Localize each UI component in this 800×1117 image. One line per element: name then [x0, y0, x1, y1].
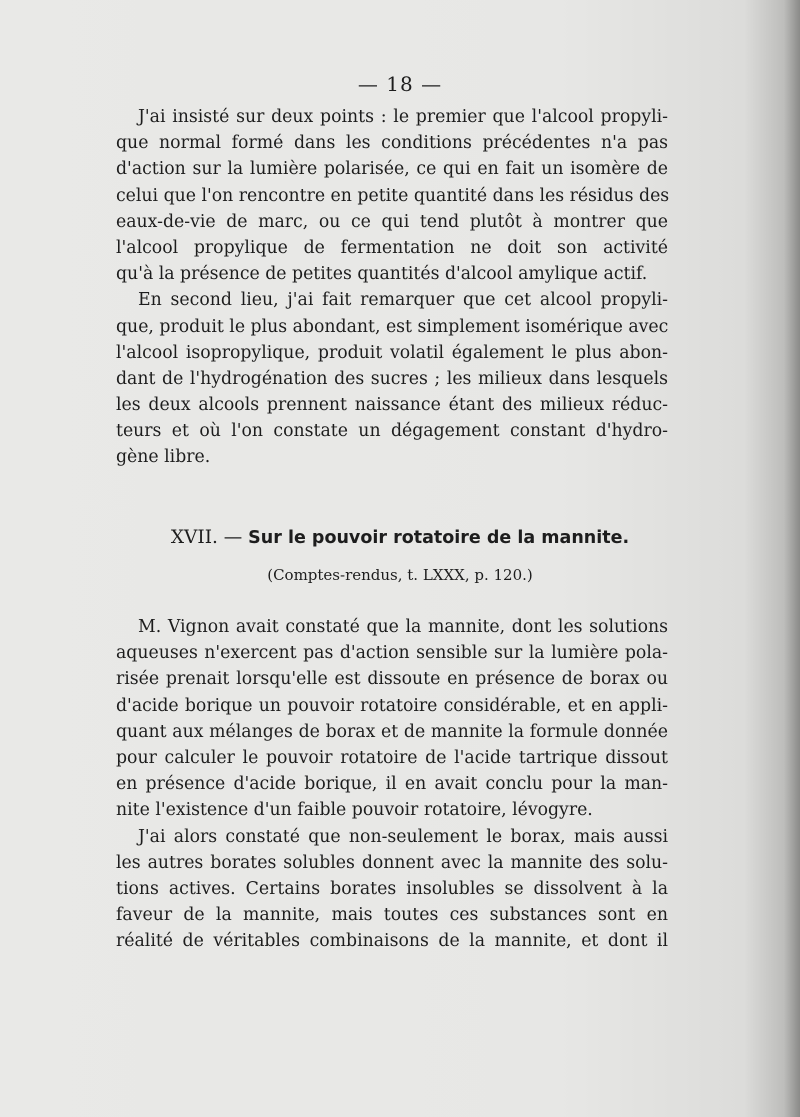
text-line: faveur de la mannite, mais toutes ces substances sont en — [116, 905, 668, 926]
text-line: dant de l'hydrogénation des sucres ; les milieux dans lesquels — [116, 368, 668, 389]
text-line: J'ai alors constaté que non-seulement le borax, mais aussi — [138, 826, 668, 847]
text-line: pour calculer le pouvoir rotatoire de l'acide tartrique dissout — [116, 747, 668, 768]
source-reference: (Comptes-rendus, t. LXXX, p. 120.) — [267, 566, 533, 584]
text-line: tions actives. Certains borates insolubles se dissolvent à la — [116, 878, 668, 899]
page-number: — 18 — — [357, 72, 443, 96]
text-line: qu'à la présence de petites quantités d'alcool amylique actif. — [116, 264, 648, 285]
text-line: M. Vignon avait constaté que la mannite, dont les solutions — [138, 617, 668, 637]
section-heading — [0, 527, 800, 548]
text-line: l'alcool propylique de fermentation ne doit son activité — [116, 237, 668, 258]
text-line: d'action sur la lumière polarisée, ce qui en fait un isomère de — [116, 159, 668, 180]
text-line: que, produit le plus abondant, est simplement isomérique avec — [116, 316, 669, 337]
text-line: quant aux mélanges de borax et de mannite la formule donnée — [116, 721, 668, 742]
text-line: nite l'existence d'un faible pouvoir rotatoire, lévogyre. — [116, 800, 593, 821]
text-line: celui que l'on rencontre en petite quantité dans les résidus des — [116, 185, 670, 206]
text-line: teurs et où l'on constate un dégagement constant d'hydro- — [116, 421, 668, 442]
text-line: J'ai insisté sur deux points : le premier que l'alcool propyli- — [138, 107, 668, 127]
text-line: En second lieu, j'ai fait remarquer que cet alcool propyli- — [138, 290, 668, 311]
text-line: que normal formé dans les conditions précédentes n'a pas — [116, 133, 668, 154]
text-block-intro — [116, 104, 668, 471]
text-block-mannite — [116, 614, 668, 954]
section-number: XVII. — — [170, 527, 243, 548]
text-line: l'alcool isopropylique, produit volatil également le plus abon- — [116, 342, 668, 363]
text-line: eaux-de-vie de marc, ou ce qui tend plutôt à montrer que — [116, 211, 668, 232]
text-line: les autres borates solubles donnent avec la mannite des solu- — [116, 852, 668, 873]
text-line: gène libre. — [116, 447, 211, 468]
text-line: risée prenait lorsqu'elle est dissoute en présence de borax ou — [116, 669, 668, 690]
text-line: aqueuses n'exercent pas d'action sensible sur la lumière pola- — [116, 643, 668, 664]
section-title: Sur le pouvoir rotatoire de la mannite. — [248, 528, 630, 548]
text-line: réalité de véritables combinaisons de la mannite, et dont il — [116, 931, 668, 952]
text-line: d'acide borique un pouvoir rotatoire considérable, et en appli- — [116, 695, 668, 716]
text-line: en présence d'acide borique, il en avait conclu pour la man- — [116, 774, 668, 795]
text-line: les deux alcools prennent naissance étant des milieux réduc- — [116, 395, 668, 416]
